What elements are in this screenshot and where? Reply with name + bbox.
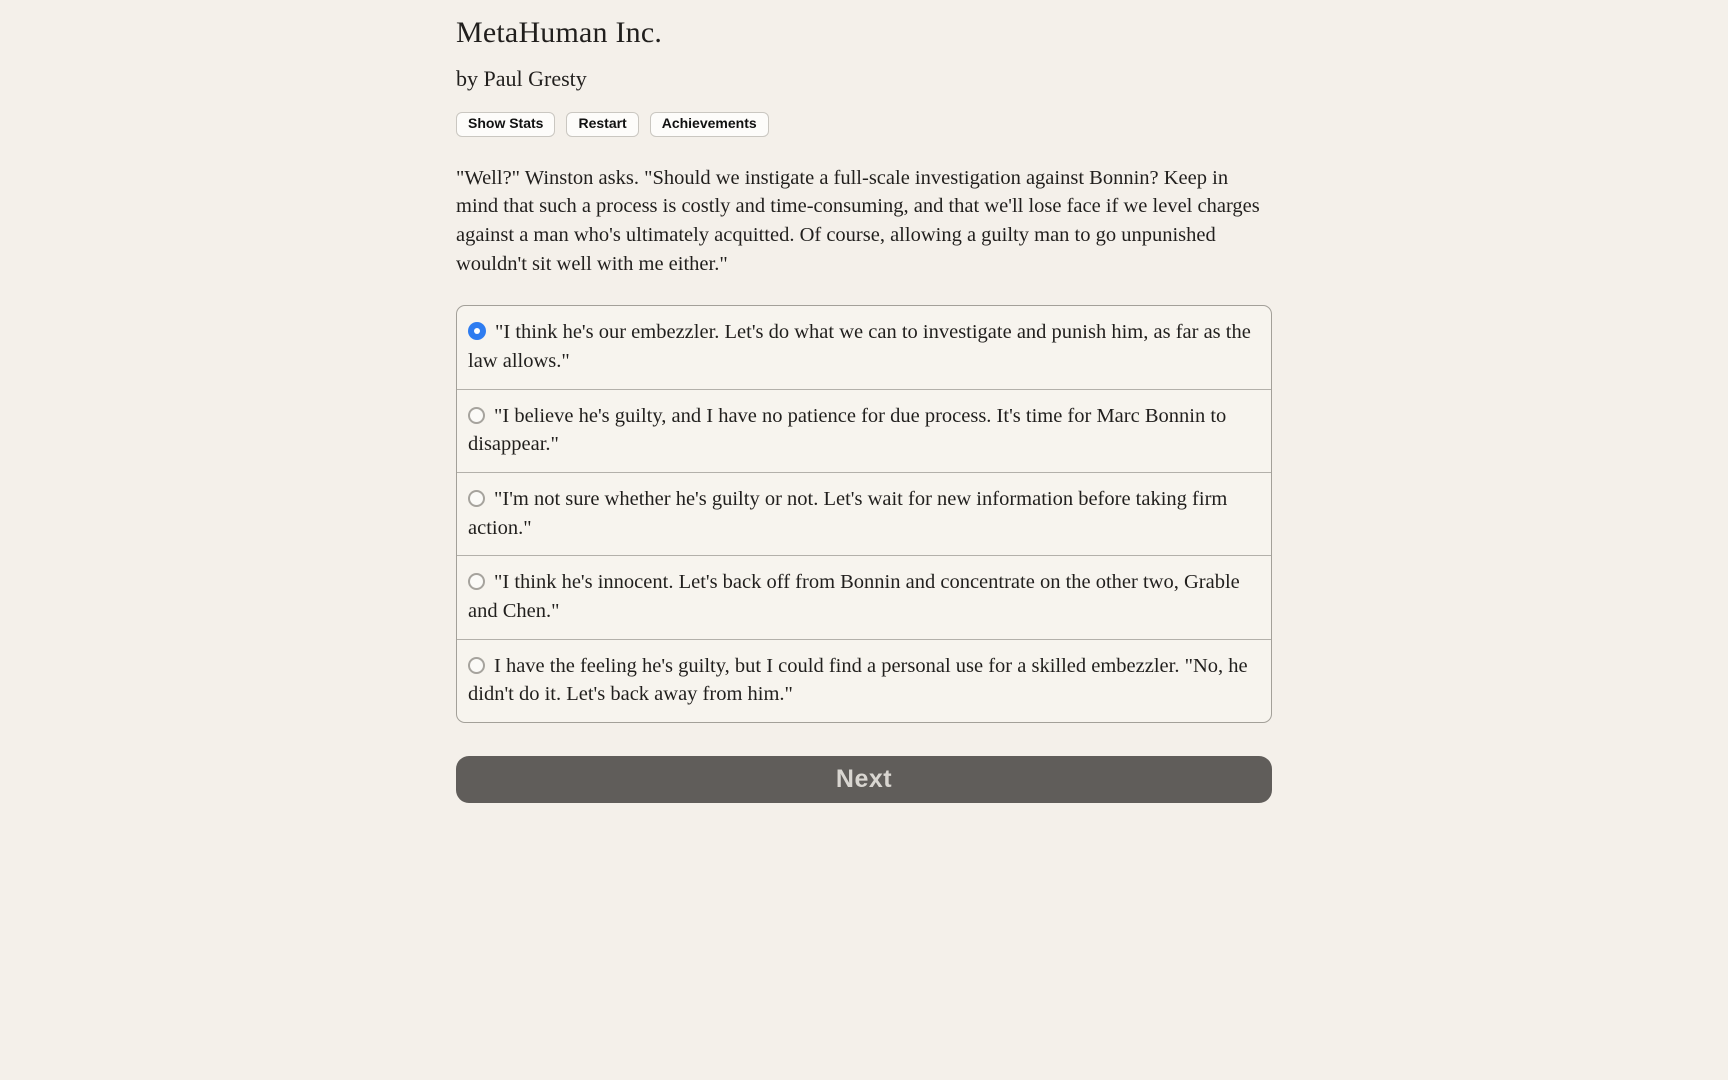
achievements-button[interactable]: Achievements [650,112,769,137]
choice-option-label: "I believe he's guilty, and I have no patience for due process. It's time for Marc Bonnin to disappear." [468,404,1227,456]
choice-option-5[interactable] [457,639,1271,722]
game-content-column [456,0,1272,803]
choice-option-label: "I think he's innocent. Let's back off from Bonnin and concentrate on the other two, Grable and Chen." [468,571,1240,623]
choice-list [456,305,1272,723]
radio-button-icon[interactable] [468,322,486,340]
choice-option-3[interactable] [457,472,1271,555]
narrative-text: "Well?" Winston asks. "Should we instigate a full-scale investigation against Bonnin? Keep in mind that such a process is costly and time-consuming, and that we'll lose face if we level charges against a man who's ultimately acquitted. Of course, allowing a guilty man to go unpunished wouldn't sit well with me either." [456,166,1260,275]
choice-option-label: "I'm not sure whether he's guilty or not. Let's wait for new information before taking firm action." [468,488,1228,539]
game-author: by Paul Gresty [456,66,587,91]
show-stats-button[interactable]: Show Stats [456,112,555,137]
next-button[interactable]: Next [456,756,1272,803]
game-title: MetaHuman Inc. [456,16,663,49]
restart-button[interactable]: Restart [566,112,638,137]
choice-option-label: I have the feeling he's guilty, but I could find a personal use for a skilled embezzler. "No, he didn't do it. Let's back away from him." [468,654,1248,706]
choice-option-1[interactable] [457,306,1271,388]
radio-button-icon[interactable] [468,407,485,424]
radio-button-icon[interactable] [468,573,485,590]
radio-button-icon[interactable] [468,490,485,507]
choice-option-4[interactable] [457,555,1271,638]
choice-option-label: "I think he's our embezzler. Let's do what we can to investigate and punish him, as far as the law allows." [468,321,1251,372]
radio-button-icon[interactable] [468,657,485,674]
choice-option-2[interactable] [457,389,1271,472]
toolbar [456,112,1272,137]
